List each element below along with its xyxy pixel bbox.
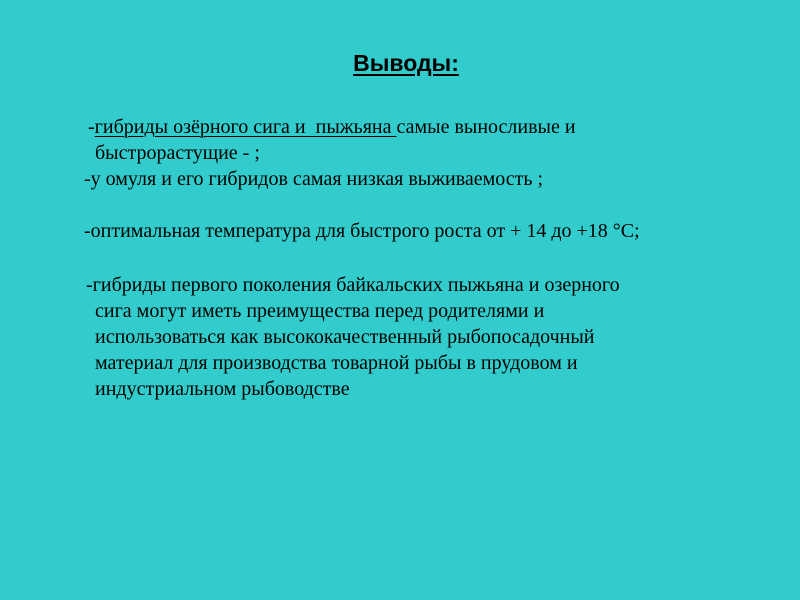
conclusion-1-dash: -	[88, 116, 95, 138]
conclusion-2: -у омуля и его гибридов самая низкая выживаемость ;	[84, 168, 544, 190]
conclusion-1-underlined-text: гибриды озёрного сига и пыжьяна	[94, 116, 397, 138]
conclusion-4-line-2: сига могут иметь преимущества перед родителями и	[95, 300, 545, 322]
conclusion-4-line-5: индустриальном рыбоводстве	[95, 378, 350, 400]
conclusion-3: -оптимальная температура для быстрого роста от + 14 до +18 °С;	[84, 220, 640, 242]
conclusion-4-line-3: использоваться как высококачественный рыбопосадочный	[95, 326, 595, 348]
conclusion-4-line-4: материал для производства товарной рыбы в прудовом и	[95, 352, 578, 374]
conclusion-1-line-1	[88, 114, 576, 140]
conclusion-4-line-1: -гибриды первого поколения байкальских пыжьяна и озерного	[86, 274, 620, 296]
conclusion-1-text: самые выносливые и	[396, 116, 576, 138]
conclusion-1-line-2: быстрорастущие - ;	[95, 142, 260, 164]
slide-title: Выводы:	[353, 50, 459, 76]
